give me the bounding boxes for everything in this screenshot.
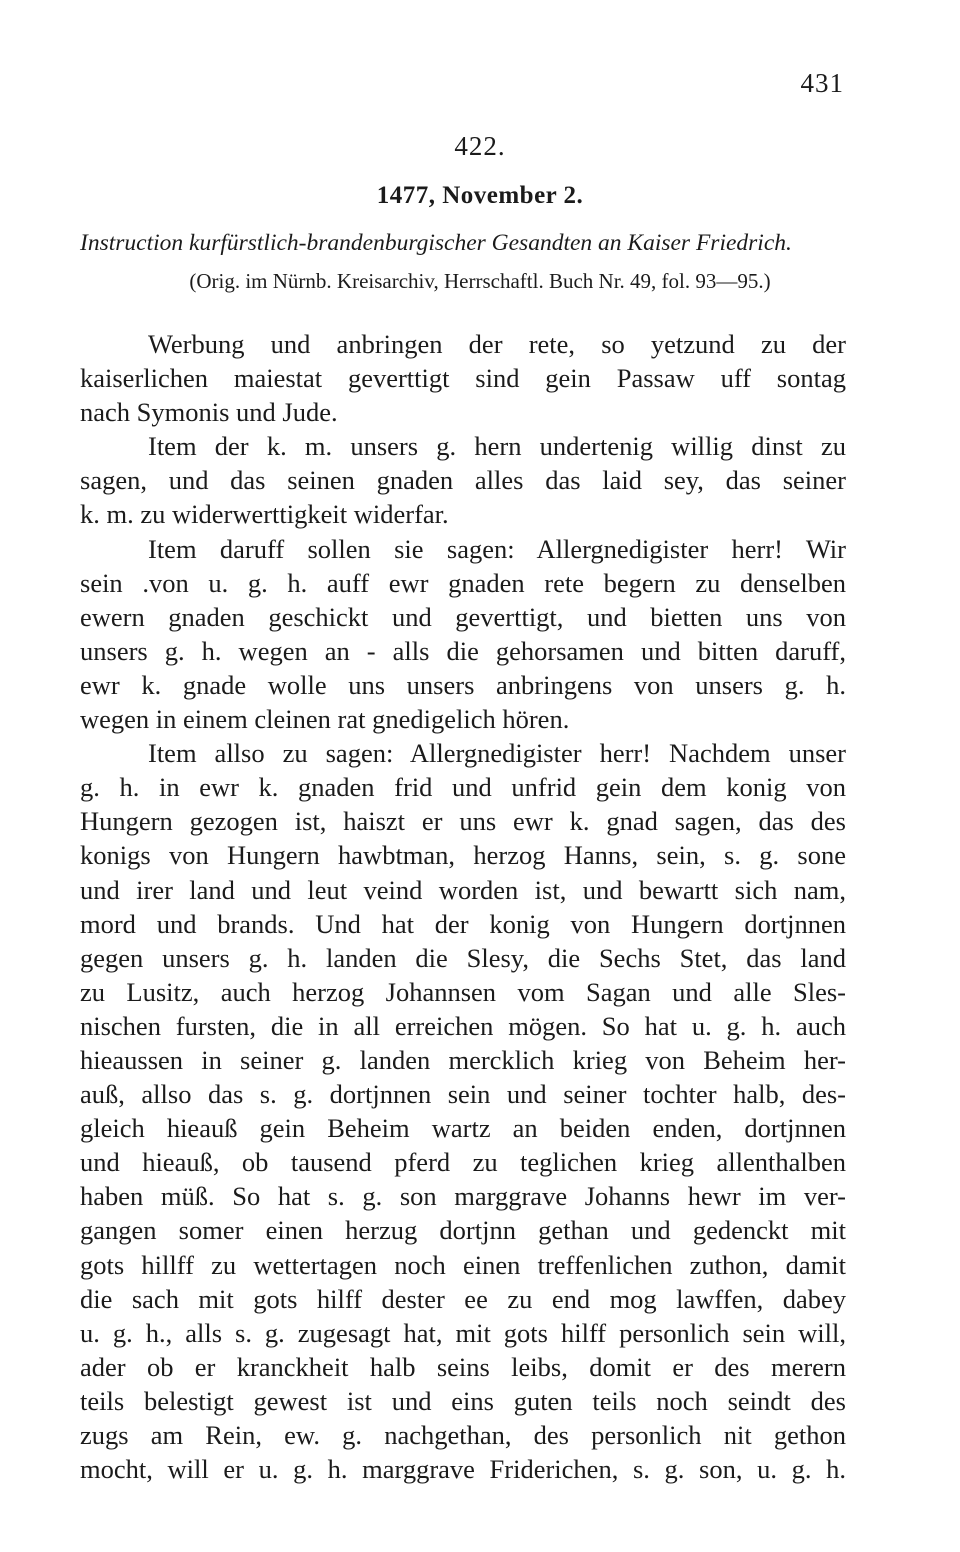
text-line: g. h. in ewr k. gnaden frid und unfrid gein dem konig von <box>80 772 846 803</box>
document-heading: Instruction kurfürstlich-brandenburgischer Gesandten an Kaiser Friedrich. <box>80 230 792 256</box>
text-line: Werbung und anbringen der rete, so yetzund zu der <box>148 329 846 359</box>
paragraph <box>80 429 846 531</box>
page-number: 431 <box>800 68 844 98</box>
text-line: teils belestigt gewest ist und eins guten teils noch seindt des <box>80 1385 846 1416</box>
text-line: Item daruff sollen sie sagen: Allergnedigister herr! Wir <box>148 533 846 564</box>
text-line: Item allso zu sagen: Allergnedigister herr! Nachdem unser <box>148 738 846 769</box>
text-line: und hieauß, ob tausend pferd zu teglichen krieg allenthalben <box>80 1147 846 1178</box>
text-line: nach Symonis und Jude. <box>80 397 338 428</box>
text-line: ewr k. gnade wolle uns unsers anbringens von unsers g. h. <box>80 669 846 700</box>
text-line: unsers g. h. wegen an - alls die gehorsamen und bitten daruff, <box>80 635 846 666</box>
text-line: kaiserlichen maiestat geverttigt sind gein Passaw uff sontag <box>80 363 846 394</box>
text-line: mord und brands. Und hat der konig von Hungern dortjnnen <box>80 908 846 939</box>
text-line: gangen somer einen herzug dortjnn gethan und gedenckt mit <box>80 1215 846 1246</box>
text-line: ewern gnaden geschickt und geverttigt, und bietten uns von <box>80 601 846 632</box>
document-number: 422. <box>454 131 506 161</box>
document-date: 1477, November 2. <box>376 182 584 209</box>
text-line: Hungern gezogen ist, haiszt er uns ewr k. gnad sagen, das des <box>80 806 846 837</box>
paragraph <box>80 736 846 1486</box>
source-citation: (Orig. im Nürnb. Kreisarchiv, Herrschaftl. Buch Nr. 49, fol. 93—95.) <box>189 269 771 293</box>
text-line: u. g. h., alls s. g. zugesagt hat, mit gots hilff personlich sein will, <box>80 1317 846 1348</box>
text-line: nischen fursten, die in all erreichen mögen. So hat u. g. h. auch <box>80 1010 846 1041</box>
text-line: hieaussen in seiner g. landen mercklich krieg von Beheim her- <box>80 1044 846 1075</box>
text-line: auß, allso das s. g. dortjnnen sein und seiner tochter halb, des- <box>80 1079 846 1110</box>
text-line: die sach mit gots hilff dester ee zu end mog lawffen, dabey <box>80 1283 846 1314</box>
text-line: und irer land und leut veind worden ist, und bewartt sich nam, <box>80 874 846 905</box>
paragraph <box>80 532 846 737</box>
text-line: k. m. zu widerwerttigkeit widerfar. <box>80 499 449 530</box>
text-line: gots hillff zu wettertagen noch einen treffenlichen zuthon, damit <box>80 1249 846 1280</box>
text-line: zugs am Rein, ew. g. nachgethan, des personlich nit gethon <box>80 1420 846 1450</box>
text-line: Item der k. m. unsers g. hern undertenig willig dinst zu <box>148 431 846 462</box>
text-line: mocht, will er u. g. h. marggrave Friderichen, s. g. son, u. g. h. <box>80 1454 846 1485</box>
text-line: haben müß. So hat s. g. son marggrave Johanns hewr im ver- <box>80 1181 846 1212</box>
text-line: gleich hieauß gein Beheim wartz an beiden enden, dortjnnen <box>80 1113 846 1144</box>
paragraph <box>80 327 846 429</box>
text-line: ader ob er kranckheit halb seins leibs, domit er des merern <box>80 1351 846 1382</box>
text-line: zu Lusitz, auch herzog Johannsen vom Sagan und alle Sles- <box>80 976 846 1007</box>
body-text <box>80 327 846 1486</box>
text-line: gegen unsers g. h. landen die Slesy, die Sechs Stet, das land <box>80 942 846 973</box>
text-line: konigs von Hungern hawbtman, herzog Hanns, sein, s. g. sone <box>80 840 846 871</box>
text-line: sagen, und das seinen gnaden alles das laid sey, das seiner <box>80 465 846 496</box>
text-line: wegen in einem cleinen rat gnedigelich hören. <box>80 704 570 735</box>
text-line: sein .von u. g. h. auff ewr gnaden rete begern zu denselben <box>80 567 846 598</box>
